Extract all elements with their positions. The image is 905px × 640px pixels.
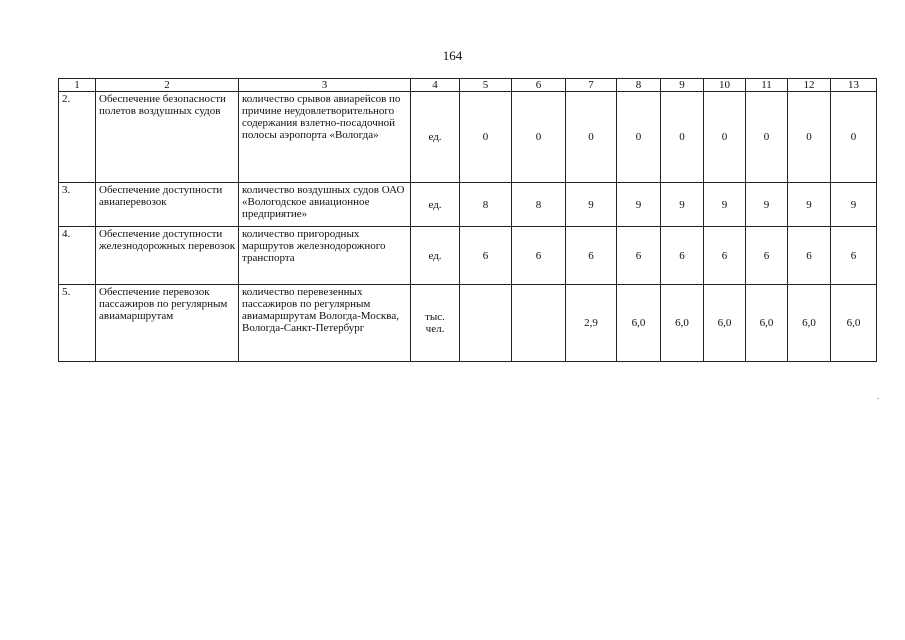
column-header-5: 5	[460, 79, 512, 92]
scan-speck	[877, 398, 879, 399]
row-number: 5.	[59, 285, 96, 362]
value-cell: 6,0	[617, 285, 661, 362]
row-number: 3.	[59, 183, 96, 227]
unit-cell	[411, 92, 460, 183]
value-cell: 0	[617, 92, 661, 183]
column-header-6: 6	[512, 79, 566, 92]
column-header-4: 4	[411, 79, 460, 92]
unit-cell	[411, 285, 460, 362]
value-cell: 9	[661, 183, 704, 227]
value-cell: 8	[460, 183, 512, 227]
column-header-3: 3	[239, 79, 411, 92]
indicator-name: количество срывов авиарейсов по причине неудовлетворительного содержания взлетно-посадочной полосы аэропорта «Вологда»	[239, 92, 411, 183]
value-cell: 6	[746, 227, 788, 285]
column-header-10: 10	[704, 79, 746, 92]
value-cell: 0	[831, 92, 877, 183]
value-cell: 6,0	[746, 285, 788, 362]
task-name: Обеспечение безопасности полетов воздушных судов	[96, 92, 239, 183]
task-name: Обеспечение доступности авиаперевозок	[96, 183, 239, 227]
value-cell: 8	[512, 183, 566, 227]
table-body	[59, 92, 877, 362]
value-cell: 6	[460, 227, 512, 285]
value-cell: 9	[831, 183, 877, 227]
table-row	[59, 92, 877, 183]
table-row	[59, 183, 877, 227]
value-cell: 6,0	[704, 285, 746, 362]
value-cell: 6	[788, 227, 831, 285]
column-header-7: 7	[566, 79, 617, 92]
unit-cell	[411, 227, 460, 285]
value-cell: 6	[512, 227, 566, 285]
indicator-name: количество воздушных судов ОАО «Вологодское авиационное предприятие»	[239, 183, 411, 227]
column-header-1: 1	[59, 79, 96, 92]
table-row	[59, 227, 877, 285]
unit-label: ед.	[428, 198, 442, 211]
value-cell: 6	[566, 227, 617, 285]
value-cell: 6,0	[831, 285, 877, 362]
column-header-12: 12	[788, 79, 831, 92]
page-number: 164	[442, 48, 463, 63]
column-header-9: 9	[661, 79, 704, 92]
value-cell: 6,0	[788, 285, 831, 362]
table-row	[59, 285, 877, 362]
value-cell: 9	[746, 183, 788, 227]
unit-label: чел.	[425, 323, 445, 335]
value-cell: 6	[617, 227, 661, 285]
row-number: 4.	[59, 227, 96, 285]
value-cell: 6	[831, 227, 877, 285]
indicator-name: количество пригородных маршрутов железнодорожного транспорта	[239, 227, 411, 285]
header-row	[59, 79, 877, 92]
value-cell: 6,0	[661, 285, 704, 362]
column-header-8: 8	[617, 79, 661, 92]
value-cell: 6	[704, 227, 746, 285]
table-header	[59, 79, 877, 92]
value-cell: 9	[566, 183, 617, 227]
unit-cell	[411, 183, 460, 227]
value-cell	[460, 285, 512, 362]
value-cell: 0	[661, 92, 704, 183]
value-cell: 2,9	[566, 285, 617, 362]
column-header-13: 13	[831, 79, 877, 92]
value-cell: 6	[661, 227, 704, 285]
value-cell: 9	[704, 183, 746, 227]
unit-label: ед.	[428, 131, 442, 143]
indicators-table	[58, 78, 877, 362]
value-cell: 9	[617, 183, 661, 227]
value-cell: 0	[512, 92, 566, 183]
task-name: Обеспечение доступности железнодорожных перевозок	[96, 227, 239, 285]
column-header-2: 2	[96, 79, 239, 92]
row-number: 2.	[59, 92, 96, 183]
value-cell: 9	[788, 183, 831, 227]
column-header-11: 11	[746, 79, 788, 92]
unit-label: ед.	[428, 249, 442, 262]
value-cell: 0	[566, 92, 617, 183]
task-name: Обеспечение перевозок пассажиров по регулярным авиамаршрутам	[96, 285, 239, 362]
value-cell: 0	[788, 92, 831, 183]
value-cell	[512, 285, 566, 362]
unit-label: тыс.	[425, 311, 445, 323]
value-cell: 0	[704, 92, 746, 183]
value-cell: 0	[460, 92, 512, 183]
indicator-name: количество перевезенных пассажиров по регулярным авиамаршрутам Вологда-Москва, Вологда-Санкт-Петербург	[239, 285, 411, 362]
value-cell: 0	[746, 92, 788, 183]
